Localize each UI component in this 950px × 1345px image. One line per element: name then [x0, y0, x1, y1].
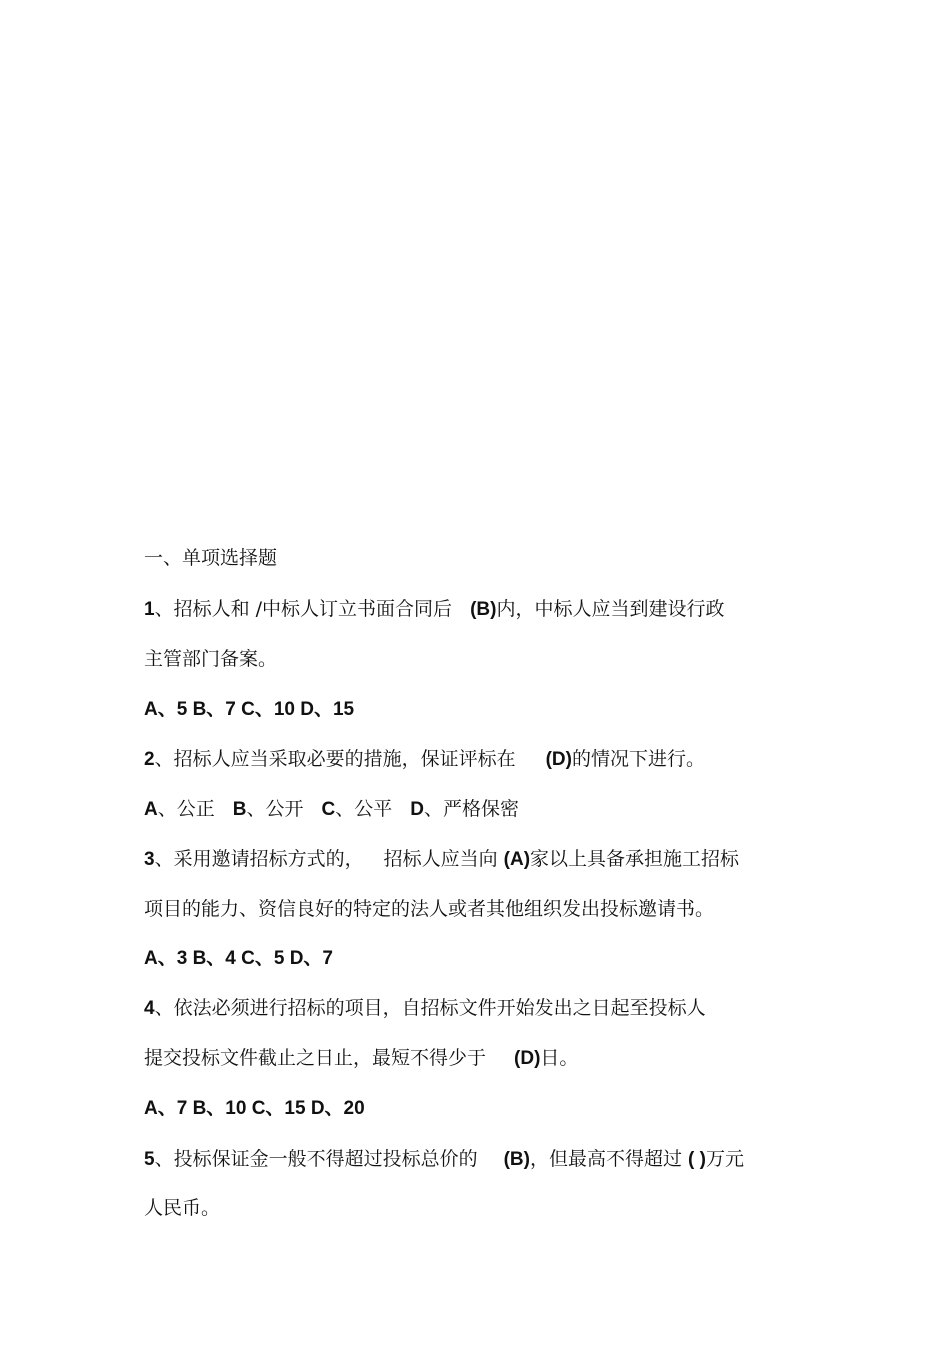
question-2-options: [144, 797, 519, 822]
section-heading: 一、单项选择题: [144, 547, 278, 569]
question-5-text-c: 万元: [705, 1148, 744, 1170]
question-1-line-2: 主管部门备案。: [144, 648, 278, 670]
question-1-text-a: 、招标人和 /中标人订立书面合同后: [154, 598, 459, 620]
question-3-number: 3: [144, 849, 155, 870]
question-3-text-a: 、采用邀请招标方式的，: [154, 848, 364, 870]
question-2-option-d-text: 、严格保密: [423, 798, 519, 820]
question-2-option-a-text: 、公正: [157, 798, 215, 820]
question-2-option-b-letter: B: [232, 799, 247, 820]
question-4-text-c: 日。: [540, 1047, 579, 1069]
question-5-line-2: 人民币。: [144, 1197, 221, 1219]
question-1-number: 1: [144, 599, 155, 620]
question-2-number: 2: [144, 749, 155, 770]
question-4-line-2: [144, 1046, 578, 1071]
question-1-options: A、5 B、7 C、10 D、15: [144, 699, 355, 720]
question-2-option-c-letter: C: [321, 799, 336, 820]
question-5-text-b: ，但最高不得超过: [529, 1148, 689, 1170]
question-5-line-1: [144, 1147, 744, 1172]
question-5-text-a: 、投标保证金一般不得超过投标总价的: [154, 1148, 478, 1170]
question-4-answer: (D): [514, 1048, 541, 1069]
question-4-options: A、7 B、10 C、15 D、20: [144, 1098, 365, 1119]
question-1-line-1: [144, 597, 724, 622]
question-3-line-2: 项目的能力、资信良好的特定的法人或者其他组织发出投标邀请书。: [144, 898, 715, 920]
question-3-text-b: 招标人应当向: [383, 848, 504, 870]
question-5-blank: ( ): [688, 1149, 706, 1170]
question-4-text-b: 提交投标文件截止之日止，最短不得少于: [144, 1047, 487, 1069]
question-2-text-a: 、招标人应当采取必要的措施，保证评标在: [154, 748, 516, 770]
question-5-number: 5: [144, 1149, 155, 1170]
question-4-number: 4: [144, 998, 155, 1019]
question-1-text-b: 内，中标人应当到建设行政: [496, 598, 725, 620]
question-2-option-d-letter: D: [410, 799, 424, 820]
question-3-answer: (A): [503, 849, 531, 870]
question-2-line-1: [144, 747, 705, 772]
question-4-line-1: [144, 996, 706, 1021]
question-2-text-b: 的情况下进行。: [571, 748, 705, 770]
question-3-line-1: [144, 847, 739, 872]
question-4-text-a: 、依法必须进行招标的项目，自招标文件开始发出之日起至投标人: [154, 997, 706, 1019]
question-1-answer: (B): [470, 599, 497, 620]
question-2-option-a-letter: A: [144, 799, 158, 820]
question-2-answer: (D): [545, 749, 572, 770]
question-5-answer: (B): [503, 1149, 530, 1170]
question-3-text-c: 家以上具备承担施工招标: [530, 848, 740, 870]
question-2-option-b-text: 、公开: [246, 798, 304, 820]
question-3-options: A、3 B、4 C、5 D、7: [144, 948, 333, 969]
question-2-option-c-text: 、公平: [335, 798, 393, 820]
